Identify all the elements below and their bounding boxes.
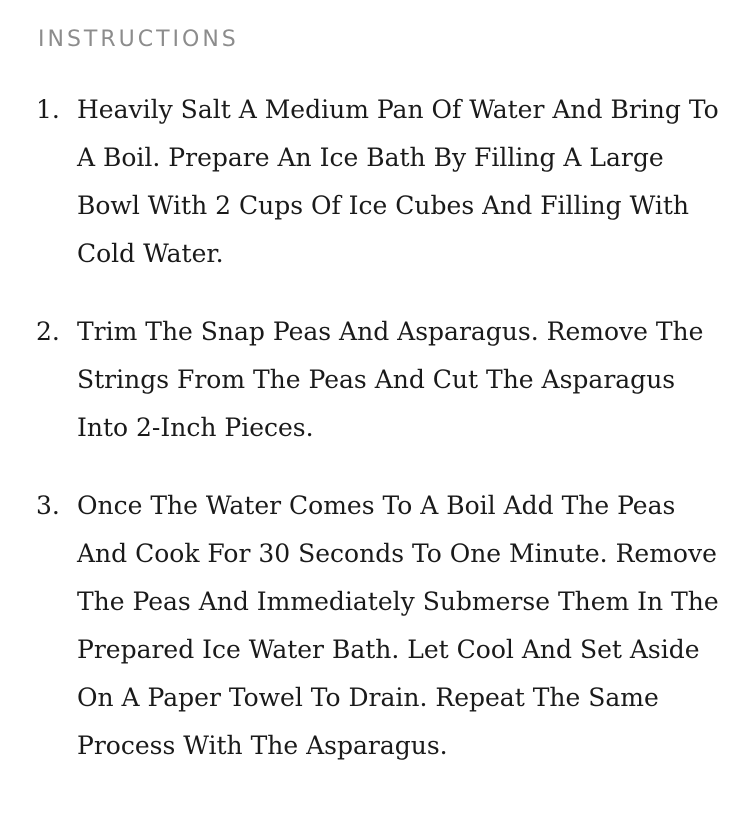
step-number: 1.: [36, 95, 60, 124]
instructions-heading: INSTRUCTIONS: [38, 27, 239, 52]
instruction-step: [0, 86, 750, 278]
instructions-list: [0, 86, 750, 800]
step-number: 2.: [36, 317, 60, 346]
step-number: 3.: [36, 491, 60, 520]
step-text: Once The Water Comes To A Boil Add The Peas And Cook For 30 Seconds To One Minute. Remove The Peas And Immediately Submerse Them In The Prepared Ice Water Bath. Let Cool And Set Aside On A Paper Towel To Drain. Repeat The Same Process With The Asparagus.: [77, 491, 719, 760]
instruction-step: [0, 482, 750, 770]
step-text: Trim The Snap Peas And Asparagus. Remove The Strings From The Peas And Cut The Asparagus Into 2-Inch Pieces.: [77, 317, 704, 442]
instruction-step: [0, 308, 750, 452]
step-text: Heavily Salt A Medium Pan Of Water And Bring To A Boil. Prepare An Ice Bath By Filling A Large Bowl With 2 Cups Of Ice Cubes And Filling With Cold Water.: [77, 95, 719, 268]
